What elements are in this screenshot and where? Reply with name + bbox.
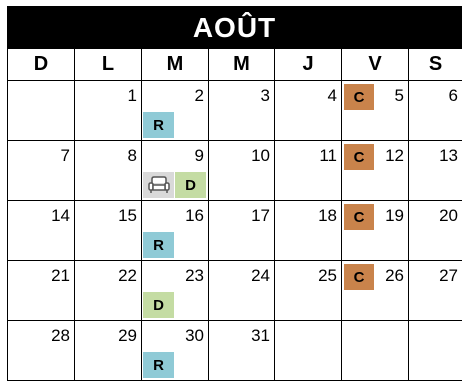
day-number: 3	[260, 86, 270, 105]
day-number: 20	[439, 206, 458, 225]
weekday-label: S	[408, 49, 462, 80]
day-cell[interactable]	[208, 200, 275, 261]
day-cell[interactable]	[208, 320, 275, 381]
day-number: 26	[385, 266, 404, 285]
day-cell[interactable]	[74, 320, 142, 381]
day-number: 9	[194, 146, 204, 165]
armchair-icon	[143, 172, 174, 198]
day-number: 23	[185, 266, 204, 285]
day-number: 30	[185, 326, 204, 345]
weekday-label: V	[341, 49, 408, 80]
day-number: 28	[51, 326, 70, 345]
day-number: 2	[194, 86, 204, 105]
weekday-header	[7, 49, 462, 80]
day-cell[interactable]	[274, 80, 342, 141]
day-cell[interactable]	[7, 260, 75, 321]
day-cell[interactable]	[274, 200, 342, 261]
calendar-grid	[7, 80, 462, 380]
day-number: 5	[394, 86, 404, 105]
day-cell[interactable]	[274, 320, 342, 381]
day-number: 29	[118, 326, 137, 345]
event-tag-c: C	[344, 204, 374, 230]
day-number: 15	[118, 206, 137, 225]
day-cell[interactable]	[274, 140, 342, 201]
day-cell[interactable]	[408, 260, 462, 321]
day-cell[interactable]	[141, 260, 209, 321]
day-cell[interactable]	[274, 260, 342, 321]
day-cell[interactable]	[208, 140, 275, 201]
day-cell[interactable]	[341, 320, 409, 381]
day-number: 17	[251, 206, 270, 225]
day-number: 13	[439, 146, 458, 165]
day-cell[interactable]	[408, 80, 462, 141]
event-tag-r: R	[143, 112, 174, 138]
day-cell[interactable]	[408, 140, 462, 201]
weekday-label: M	[208, 49, 274, 80]
day-cell[interactable]	[141, 200, 209, 261]
day-cell[interactable]	[141, 80, 209, 141]
day-number: 6	[448, 86, 458, 105]
day-number: 1	[127, 86, 137, 105]
event-tag-c: C	[344, 144, 374, 170]
day-number: 19	[385, 206, 404, 225]
day-cell[interactable]	[74, 80, 142, 141]
grid-bottom-border	[7, 380, 462, 381]
calendar	[7, 6, 462, 379]
month-title: AOÛT	[7, 6, 462, 49]
day-cell[interactable]	[341, 200, 409, 261]
day-cell[interactable]	[208, 260, 275, 321]
day-cell[interactable]	[7, 320, 75, 381]
event-tag-d: D	[143, 292, 174, 318]
day-number: 10	[251, 146, 270, 165]
day-number: 16	[185, 206, 204, 225]
day-cell[interactable]	[341, 140, 409, 201]
day-number: 21	[51, 266, 70, 285]
event-tag-r: R	[143, 232, 174, 258]
day-cell[interactable]	[208, 80, 275, 141]
day-number: 12	[385, 146, 404, 165]
day-cell[interactable]	[7, 140, 75, 201]
day-number: 8	[127, 146, 137, 165]
weekday-label: M	[141, 49, 208, 80]
day-number: 31	[251, 326, 270, 345]
day-cell[interactable]	[408, 200, 462, 261]
day-number: 14	[51, 206, 70, 225]
day-cell[interactable]	[7, 80, 75, 141]
day-cell[interactable]	[74, 200, 142, 261]
event-tag-d: D	[175, 172, 206, 198]
day-number: 24	[251, 266, 270, 285]
day-cell[interactable]	[7, 200, 75, 261]
day-cell[interactable]	[74, 260, 142, 321]
day-number: 27	[439, 266, 458, 285]
day-cell[interactable]	[341, 260, 409, 321]
day-number: 4	[327, 86, 337, 105]
event-tag-c: C	[344, 264, 374, 290]
day-number: 25	[318, 266, 337, 285]
event-tag-r: R	[143, 352, 174, 378]
day-cell[interactable]	[341, 80, 409, 141]
weekday-label: D	[7, 49, 74, 80]
event-tag-c: C	[344, 84, 374, 110]
day-cell[interactable]	[74, 140, 142, 201]
day-cell[interactable]	[141, 320, 209, 381]
weekday-label: L	[74, 49, 141, 80]
day-number: 18	[318, 206, 337, 225]
day-cell[interactable]	[408, 320, 462, 381]
day-cell[interactable]	[141, 140, 209, 201]
weekday-label: J	[274, 49, 341, 80]
day-number: 7	[60, 146, 70, 165]
day-number: 11	[319, 146, 337, 165]
day-number: 22	[118, 266, 137, 285]
